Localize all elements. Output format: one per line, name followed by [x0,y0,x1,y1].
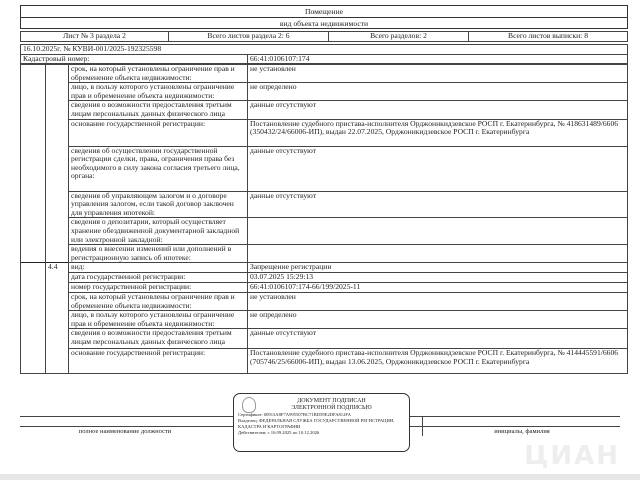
row-label: лицо, в пользу которого установлены ограничение прав и обременение объекта недвижимости: [69,83,248,101]
row-value: 66:41:0106107:174-66/199/2025-11 [248,283,628,293]
document-reference: 16.10.2025г. № КУВИ-001/2025-192325598 [21,45,628,55]
row-label: лицо, в пользу которого установлены ограничение прав и обременение объекта недвижимости: [69,311,248,329]
electronic-signature-stamp [233,393,410,452]
sections-count: Всего разделов: 2 [329,32,469,42]
stamp-owner: Владелец: ФЕДЕРАЛЬНАЯ СЛУЖБА ГОСУДАРСТВЕННОЙ РЕГИСТРАЦИИ, КАДАСТРА И КАРТОГРАФИИ [238,418,395,429]
row-label: вид: [69,263,248,273]
name-label: инициалы, фамилия [494,428,550,435]
row-value [248,245,628,263]
table-row [21,83,628,101]
stamp-certificate: Сертификат: 00913A8F7A995507BC71BD59E2DFA812FA [238,412,351,417]
row-label: сведения о депозитарии, который осуществляет хранение обездвиженной документарной закладной или электронной закладной: [69,218,248,245]
row-value [248,218,628,245]
total-sheets: Всего листов выписки: 8 [469,32,628,42]
stamp-subtitle: ЭЛЕКТРОННОЙ ПОДПИСЬЮ [291,405,372,411]
row-label: сведения о возможности предоставления третьим лицам персональных данных физического лица [69,329,248,349]
row-value: данные отсутствуют [248,101,628,119]
row-label: дата государственной регистрации: [69,273,248,283]
table-row [21,65,628,83]
emblem-icon [242,397,256,413]
stamp-title: ДОКУМЕНТ ПОДПИСАН [297,398,366,404]
watermark: ЦИАН [524,441,620,471]
row-label: сведения об осуществлении государственной регистрации сделки, права, ограничения права без необходимого в силу закона согласия третьего лица, органа: [69,146,248,191]
row-value: не установлен [248,292,628,310]
row-label: срок, на который установлены ограничение прав и обременение объекта недвижимости: [69,65,248,83]
row-value: Постановление судебного пристава-исполнителя Орджоникидзевское РОСП г. Екатеринбурга, № 418631489/6606 (350432/24/66006-ИП), выдан 22.07.2025, Орджоникидзевское РОСП г. Екатеринбурга [248,119,628,146]
row-value: Постановление судебного пристава-исполнителя Орджоникидзевское РОСП г. Екатеринбурга, № 414445591/6606 (705746/25/66006-ИП), выдан 13.06.2025, Орджоникидзевское РОСП г. Екатеринбурга [248,349,628,374]
row-value: не определено [248,311,628,329]
table-row [21,218,628,245]
table-row [21,311,628,329]
row-label: основание государственной регистрации: [69,119,248,146]
row-label: срок, на который установлены ограничение прав и обременение объекта недвижимости: [69,292,248,310]
sheets-in-section: Всего листов раздела 2: 6 [169,32,329,42]
row-value: данные отсутствуют [248,191,628,218]
table-row [21,273,628,283]
doc-info [20,44,628,64]
row-label: номер государственной регистрации: [69,283,248,293]
section-number: 4.4 [46,263,69,374]
encumbrance-table [20,64,628,374]
row-value: данные отсутствуют [248,329,628,349]
table-row [21,191,628,218]
sheet-number: Лист № 3 раздела 2 [21,32,169,42]
table-row [21,329,628,349]
row-value: Запрещение регистрации [248,263,628,273]
table-row [21,292,628,310]
row-value: данные отсутствуют [248,146,628,191]
row-label: основание государственной регистрации: [69,349,248,374]
object-type-label: вид объекта недвижимости [279,19,369,28]
table-row [21,119,628,146]
table-row [21,263,628,273]
row-value: 03.07.2025 15:29:13 [248,273,628,283]
object-type: Помещение [21,6,627,18]
row-label: ведения о внесении изменений или дополнений в регистрационную запись об ипотеке: [69,245,248,263]
position-label: полное наименование должности [78,428,172,435]
row-label: сведения об управляющем залогом и о договоре управления залогом, если такой договор заключен для управления ипотекой: [69,191,248,218]
row-value: не установлен [248,65,628,83]
table-row [21,101,628,119]
sheet-info [20,31,628,42]
table-row [21,146,628,191]
table-row [21,349,628,374]
row-label: сведения о возможности предоставления третьим лицам персональных данных физического лица [69,101,248,119]
table-row [21,283,628,293]
bottom-bar [0,474,640,480]
stamp-validity: Действителен: с 16.09.2025 по 10.12.2026 [238,430,320,435]
row-value: не определено [248,83,628,101]
cadastral-label: Кадастровый номер: [21,54,248,64]
cadastral-number: 66:41:0106107:174 [248,54,628,64]
object-type-header [20,5,628,29]
table-row [21,245,628,263]
